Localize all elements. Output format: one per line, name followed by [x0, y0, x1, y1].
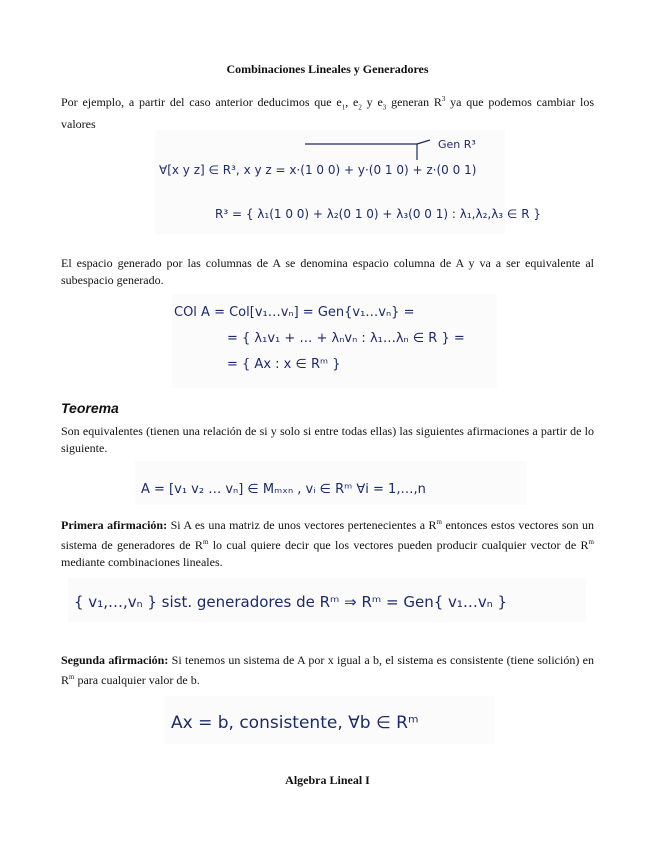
hw2-line1: COl A = Col[v₁…vₙ] = Gen{v₁…vₙ} =	[174, 305, 415, 320]
handwritten-equation-5	[165, 696, 495, 744]
handwriting-5-svg	[165, 696, 495, 744]
paragraph-second-claim: Segunda afirmación: Si tenemos un sistema de A por x igual a b, el sistema es consistente (tiene solición) en $R^m$ para cualquier valor de b.	[61, 653, 594, 687]
hw2-line2: = { λ₁v₁ + … + λₙvₙ : λ₁…λₙ ∈ R } =	[227, 331, 465, 346]
handwritten-equation-2	[172, 294, 497, 388]
hw4-line1: { v₁,…,vₙ } sist. generadores de Rᵐ ⇒ Rᵐ = Gen{ v₁…vₙ }	[74, 593, 508, 611]
handwriting-2-svg	[172, 294, 497, 388]
page-footer: Algebra Lineal I	[285, 773, 370, 787]
theorem-heading: Teorema	[61, 400, 119, 416]
paragraph-intro: Por ejemplo, a partir del caso anterior deducimos que $e_1$, $e_2$ y $e_3$ generan $R^3$ ya que podemos cambiar los valores	[61, 95, 594, 132]
handwritten-equation-1	[155, 130, 541, 234]
second-claim-label: Segunda afirmación:	[61, 653, 169, 667]
handwriting-4-svg	[68, 578, 586, 622]
handwritten-equation-3	[135, 461, 527, 505]
first-claim-label: Primera afirmación:	[61, 518, 168, 532]
hw1-line1: ∀[x y z] ∈ R³, x y z = x·(1 0 0) + y·(0 1 0) + z·(0 0 1)	[159, 163, 477, 177]
paragraph-theorem: Son equivalentes (tienen una relación de si y solo si entre todas ellas) las siguientes afirmaciones a partir de lo siguiente.	[61, 424, 594, 455]
handwritten-equation-4	[68, 578, 586, 622]
page-title: Combinaciones Lineales y Generadores	[226, 62, 429, 76]
handwriting-1-svg	[155, 130, 541, 234]
hw3-line1: A = [v₁ v₂ … vₙ] ∈ Mₘₓₙ , vᵢ ∈ Rᵐ ∀i = 1,…,n	[141, 482, 426, 497]
hw2-line3: = { Ax : x ∈ Rᵐ }	[227, 357, 341, 372]
paragraph-first-claim: Primera afirmación: Si A es una matriz de unos vectores pertenecientes a $R^m$ entonces estos vectores son un sistema de generadores de $R^m$ lo cual quiere decir que los vectores pueden producir cualquier vector de $R^m$ mediante combinaciones lineales.	[61, 518, 594, 569]
hw5-line1: Ax = b, consistente, ∀b ∈ Rᵐ	[171, 713, 419, 733]
hw1-annotation: Gen R³	[438, 138, 476, 151]
handwriting-3-svg	[135, 461, 527, 505]
paragraph-column-space: El espacio generado por las columnas de A se denomina espacio columna de A y va a ser equivalente al subespacio generado.	[61, 256, 594, 287]
hw1-line2: R³ = { λ₁(1 0 0) + λ₂(0 1 0) + λ₃(0 0 1) : λ₁,λ₂,λ₃ ∈ R }	[215, 207, 541, 221]
